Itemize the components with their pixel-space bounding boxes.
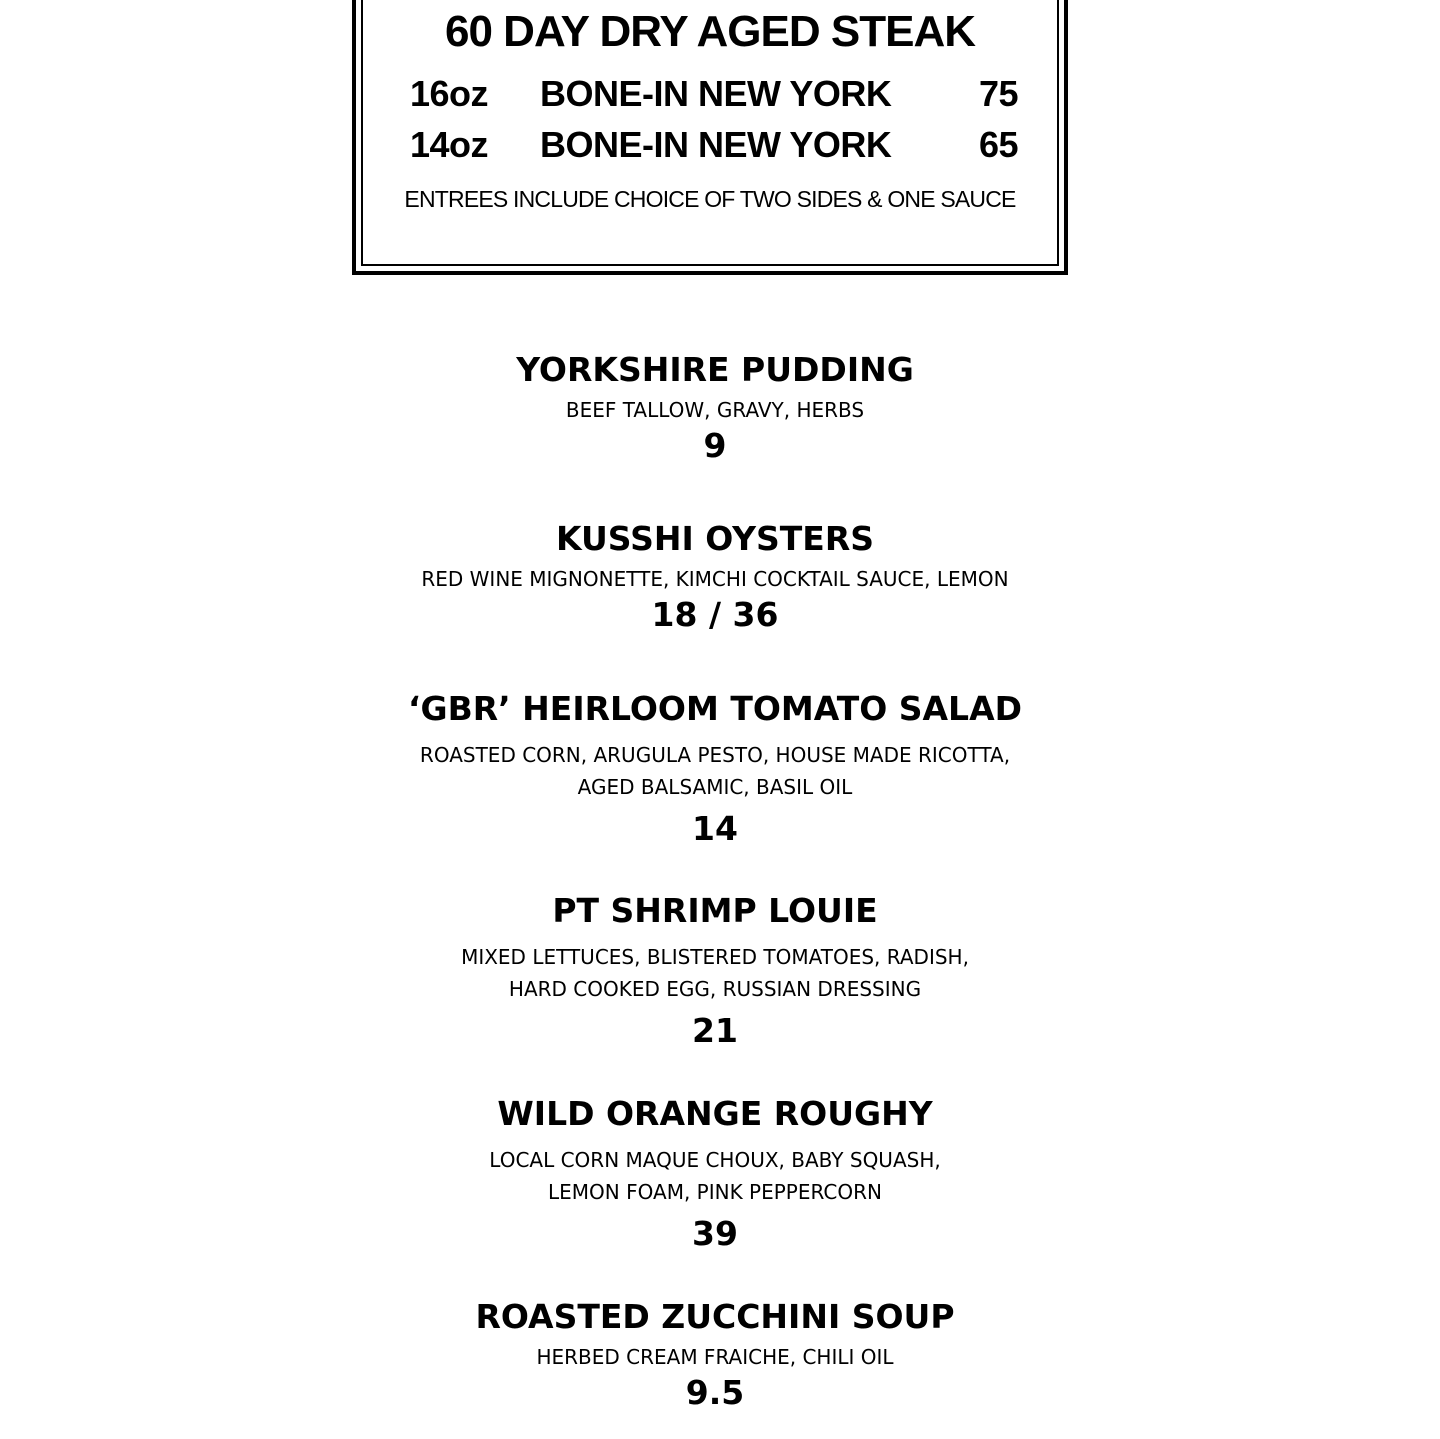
menu-item-name: ‘GBR’ HEIRLOOM TOMATO SALAD (407, 689, 1023, 728)
steak-price: 75 (978, 73, 1018, 114)
menu-item (0, 350, 1430, 466)
menu-item-description-line: MIXED LETTUCES, BLISTERED TOMATOES, RADISH, (461, 945, 969, 969)
menu-item-price: 39 (692, 1214, 738, 1253)
menu-item (0, 519, 1430, 635)
menu-item-description (0, 739, 1430, 803)
steak-cut: BONE-IN NEW YORK (540, 124, 892, 165)
steak-row (356, 72, 1064, 116)
steak-size: 14oz (410, 124, 489, 165)
menu-item-description: RED WINE MIGNONETTE, KIMCHI COCKTAIL SAUCE, LEMON (421, 567, 1009, 591)
menu-item-description (0, 1144, 1430, 1208)
menu-item-description-line: LEMON FOAM, PINK PEPPERCORN (548, 1180, 882, 1204)
menu-item (0, 1297, 1430, 1413)
steak-box-title: 60 DAY DRY AGED STEAK (445, 7, 975, 56)
steak-row (356, 123, 1064, 167)
menu-item (0, 1094, 1430, 1254)
steak-price: 65 (978, 124, 1018, 165)
menu-item-description-line: LOCAL CORN MAQUE CHOUX, BABY SQUASH, (489, 1148, 941, 1172)
menu-item-price: 21 (692, 1011, 738, 1050)
menu-item-name: WILD ORANGE ROUGHY (497, 1094, 933, 1133)
menu-item (0, 689, 1430, 849)
menu-item-description-line: ROASTED CORN, ARUGULA PESTO, HOUSE MADE RICOTTA, (419, 743, 1011, 767)
steak-cut: BONE-IN NEW YORK (540, 73, 892, 114)
entree-sides-note: ENTREES INCLUDE CHOICE OF TWO SIDES & ONE SAUCE (404, 186, 1016, 212)
menu-item (0, 891, 1430, 1051)
dry-aged-steak-box (352, 0, 1068, 275)
menu-item-name: KUSSHI OYSTERS (556, 519, 874, 558)
menu-item-description: BEEF TALLOW, GRAVY, HERBS (565, 398, 865, 422)
steak-size: 16oz (410, 73, 489, 114)
menu-item-name: YORKSHIRE PUDDING (516, 350, 914, 389)
menu-item-description (0, 941, 1430, 1005)
menu-item-name: PT SHRIMP LOUIE (552, 891, 878, 930)
menu-item-price: 9.5 (685, 1373, 745, 1412)
menu-item-description-line: AGED BALSAMIC, BASIL OIL (577, 775, 853, 799)
menu-item-description-line: HARD COOKED EGG, RUSSIAN DRESSING (508, 977, 922, 1001)
menu-item-price: 18 / 36 (651, 595, 779, 634)
menu-item-price: 9 (703, 426, 727, 465)
menu-item-price: 14 (692, 809, 738, 848)
menu-item-name: ROASTED ZUCCHINI SOUP (475, 1297, 955, 1336)
menu-item-description: HERBED CREAM FRAICHE, CHILI OIL (536, 1345, 894, 1369)
